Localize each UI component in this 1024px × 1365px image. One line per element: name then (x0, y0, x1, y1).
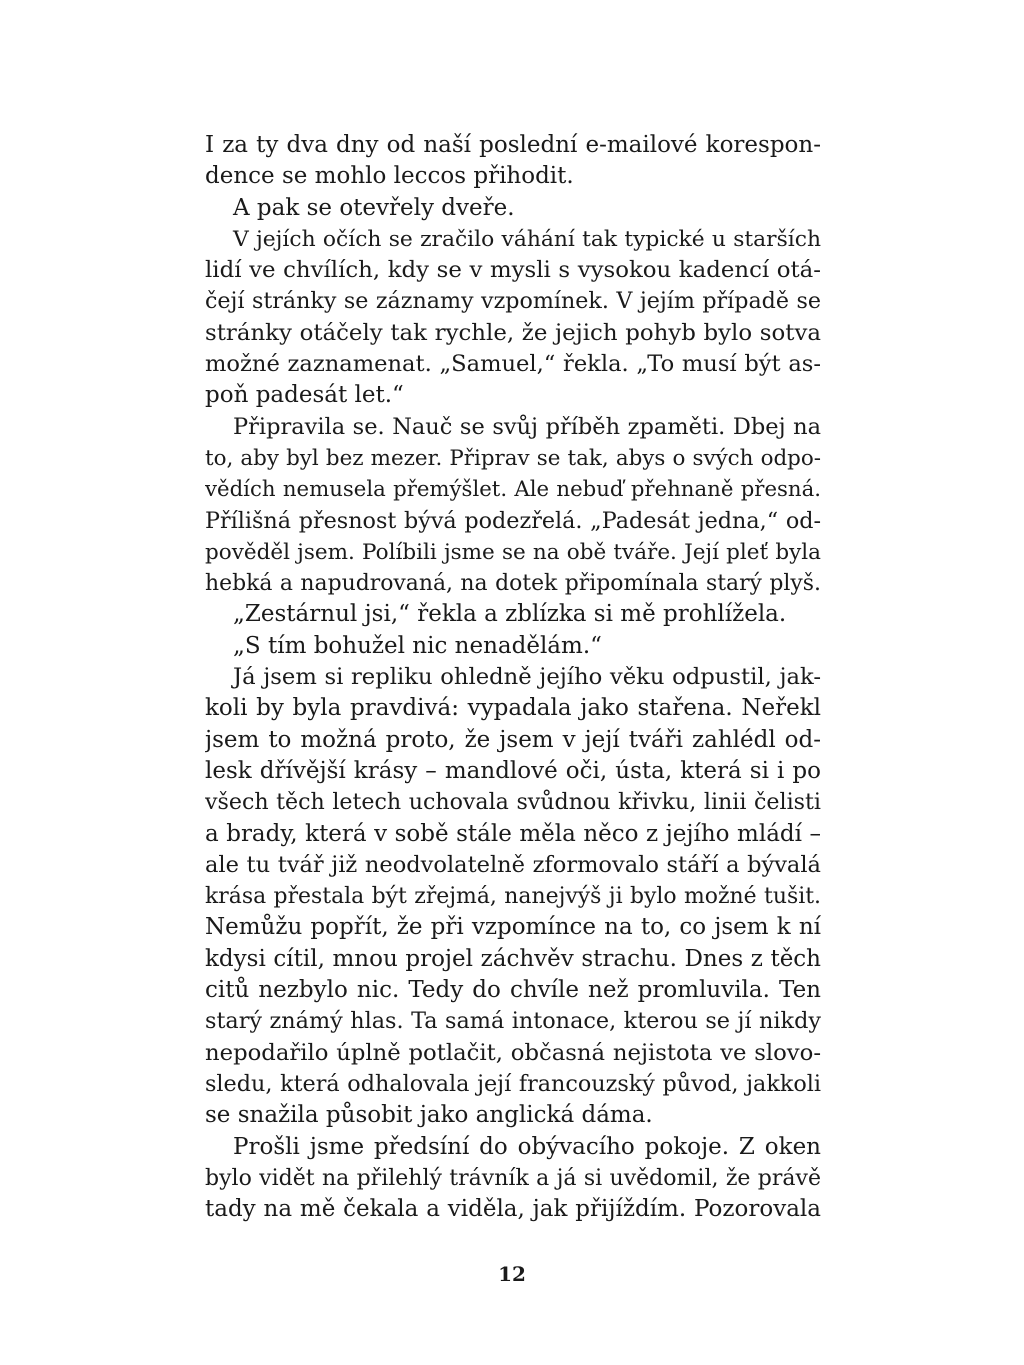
text-line: ale tu tvář již neodvolatelně zformovalo stáří a bývalá (205, 851, 821, 878)
text-line: stránky otáčely tak rychle, že jejich pohyb bylo sotva (205, 319, 821, 346)
text-line: starý známý hlas. Ta samá intonace, kterou se jí nikdy (205, 1008, 821, 1035)
text-line: V jejích očích se zračilo váhání tak typické u starších (233, 226, 821, 252)
text-line: bylo vidět na přilehlý trávník a já si uvědomil, že právě (205, 1165, 821, 1191)
text-line: koli by byla pravdivá: vypadala jako stařena. Neřekl (205, 695, 821, 722)
text-line: Já jsem si repliku ohledně jejího věku odpustil, jak- (233, 664, 821, 691)
text-line: „Zestárnul jsi,“ řekla a zblízka si mě prohlížela. (233, 601, 787, 628)
page-number: 12 (498, 1262, 526, 1286)
text-line: sledu, která odhalovala její francouzský původ, jakkoli (205, 1070, 821, 1097)
text-line: kdysi cítil, mnou projel záchvěv strachu. Dnes z těch (205, 945, 821, 972)
text-line: Prošli jsme předsíní do obývacího pokoje. Z oken (233, 1133, 821, 1160)
text-line: Nemůžu popřít, že při vzpomínce na to, co jsem k ní (205, 914, 821, 941)
text-line: „S tím bohužel nic nenadělám.“ (233, 632, 602, 659)
text-line: hebká a napudrovaná, na dotek připomínala starý plyš. (205, 571, 821, 597)
text-line: vědích nemusela přemýšlet. Ale nebuď přehnaně přesná. (205, 477, 821, 503)
text-line: tady na mě čekala a viděla, jak přijíždím. Pozorovala (205, 1196, 821, 1223)
text-line: se snažila působit jako anglická dáma. (205, 1102, 653, 1129)
text-line: poň padesát let.“ (205, 382, 404, 409)
text-line: Přílišná přesnost bývá podezřelá. „Padesát jedna,“ od- (205, 507, 821, 534)
text-line: lidí ve chvílích, kdy se v mysli s vysokou kadencí otá- (205, 257, 821, 284)
text-line: A pak se otevřely dveře. (233, 194, 515, 221)
text-line: to, aby byl bez mezer. Připrav se tak, abys o svých odpo- (205, 445, 821, 471)
text-line: lesk dřívější krásy – mandlové oči, ústa, která si i po (205, 757, 821, 784)
text-line: Připravila se. Nauč se svůj příběh zpaměti. Dbej na (233, 413, 821, 440)
text-line: možné zaznamenat. „Samuel,“ řekla. „To musí být as- (205, 351, 821, 378)
text-line: čejí stránky se záznamy vzpomínek. V jejím případě se (205, 288, 821, 315)
text-line: krása přestala být zřejmá, nanejvýš ji bylo možné tušit. (205, 884, 821, 910)
text-line: všech těch letech uchovala svůdnou křivku, linii čelisti (205, 789, 821, 816)
text-line: citů nezbylo nic. Tedy do chvíle než promluvila. Ten (205, 977, 821, 1004)
text-line: jsem to možná proto, že jsem v její tváři zahlédl od- (205, 726, 821, 753)
text-line: dence se mohlo leccos přihodit. (205, 163, 574, 190)
body-text (205, 130, 821, 1225)
text-line: nepodařilo úplně potlačit, občasná nejistota ve slovo- (205, 1039, 821, 1066)
text-line: a brady, která v sobě stále měla něco z jejího mládí – (205, 820, 821, 847)
text-line: I za ty dva dny od naší poslední e-mailové korespon- (205, 132, 821, 158)
text-line: pověděl jsem. Políbili jsme se na obě tváře. Její pleť byla (205, 539, 821, 565)
